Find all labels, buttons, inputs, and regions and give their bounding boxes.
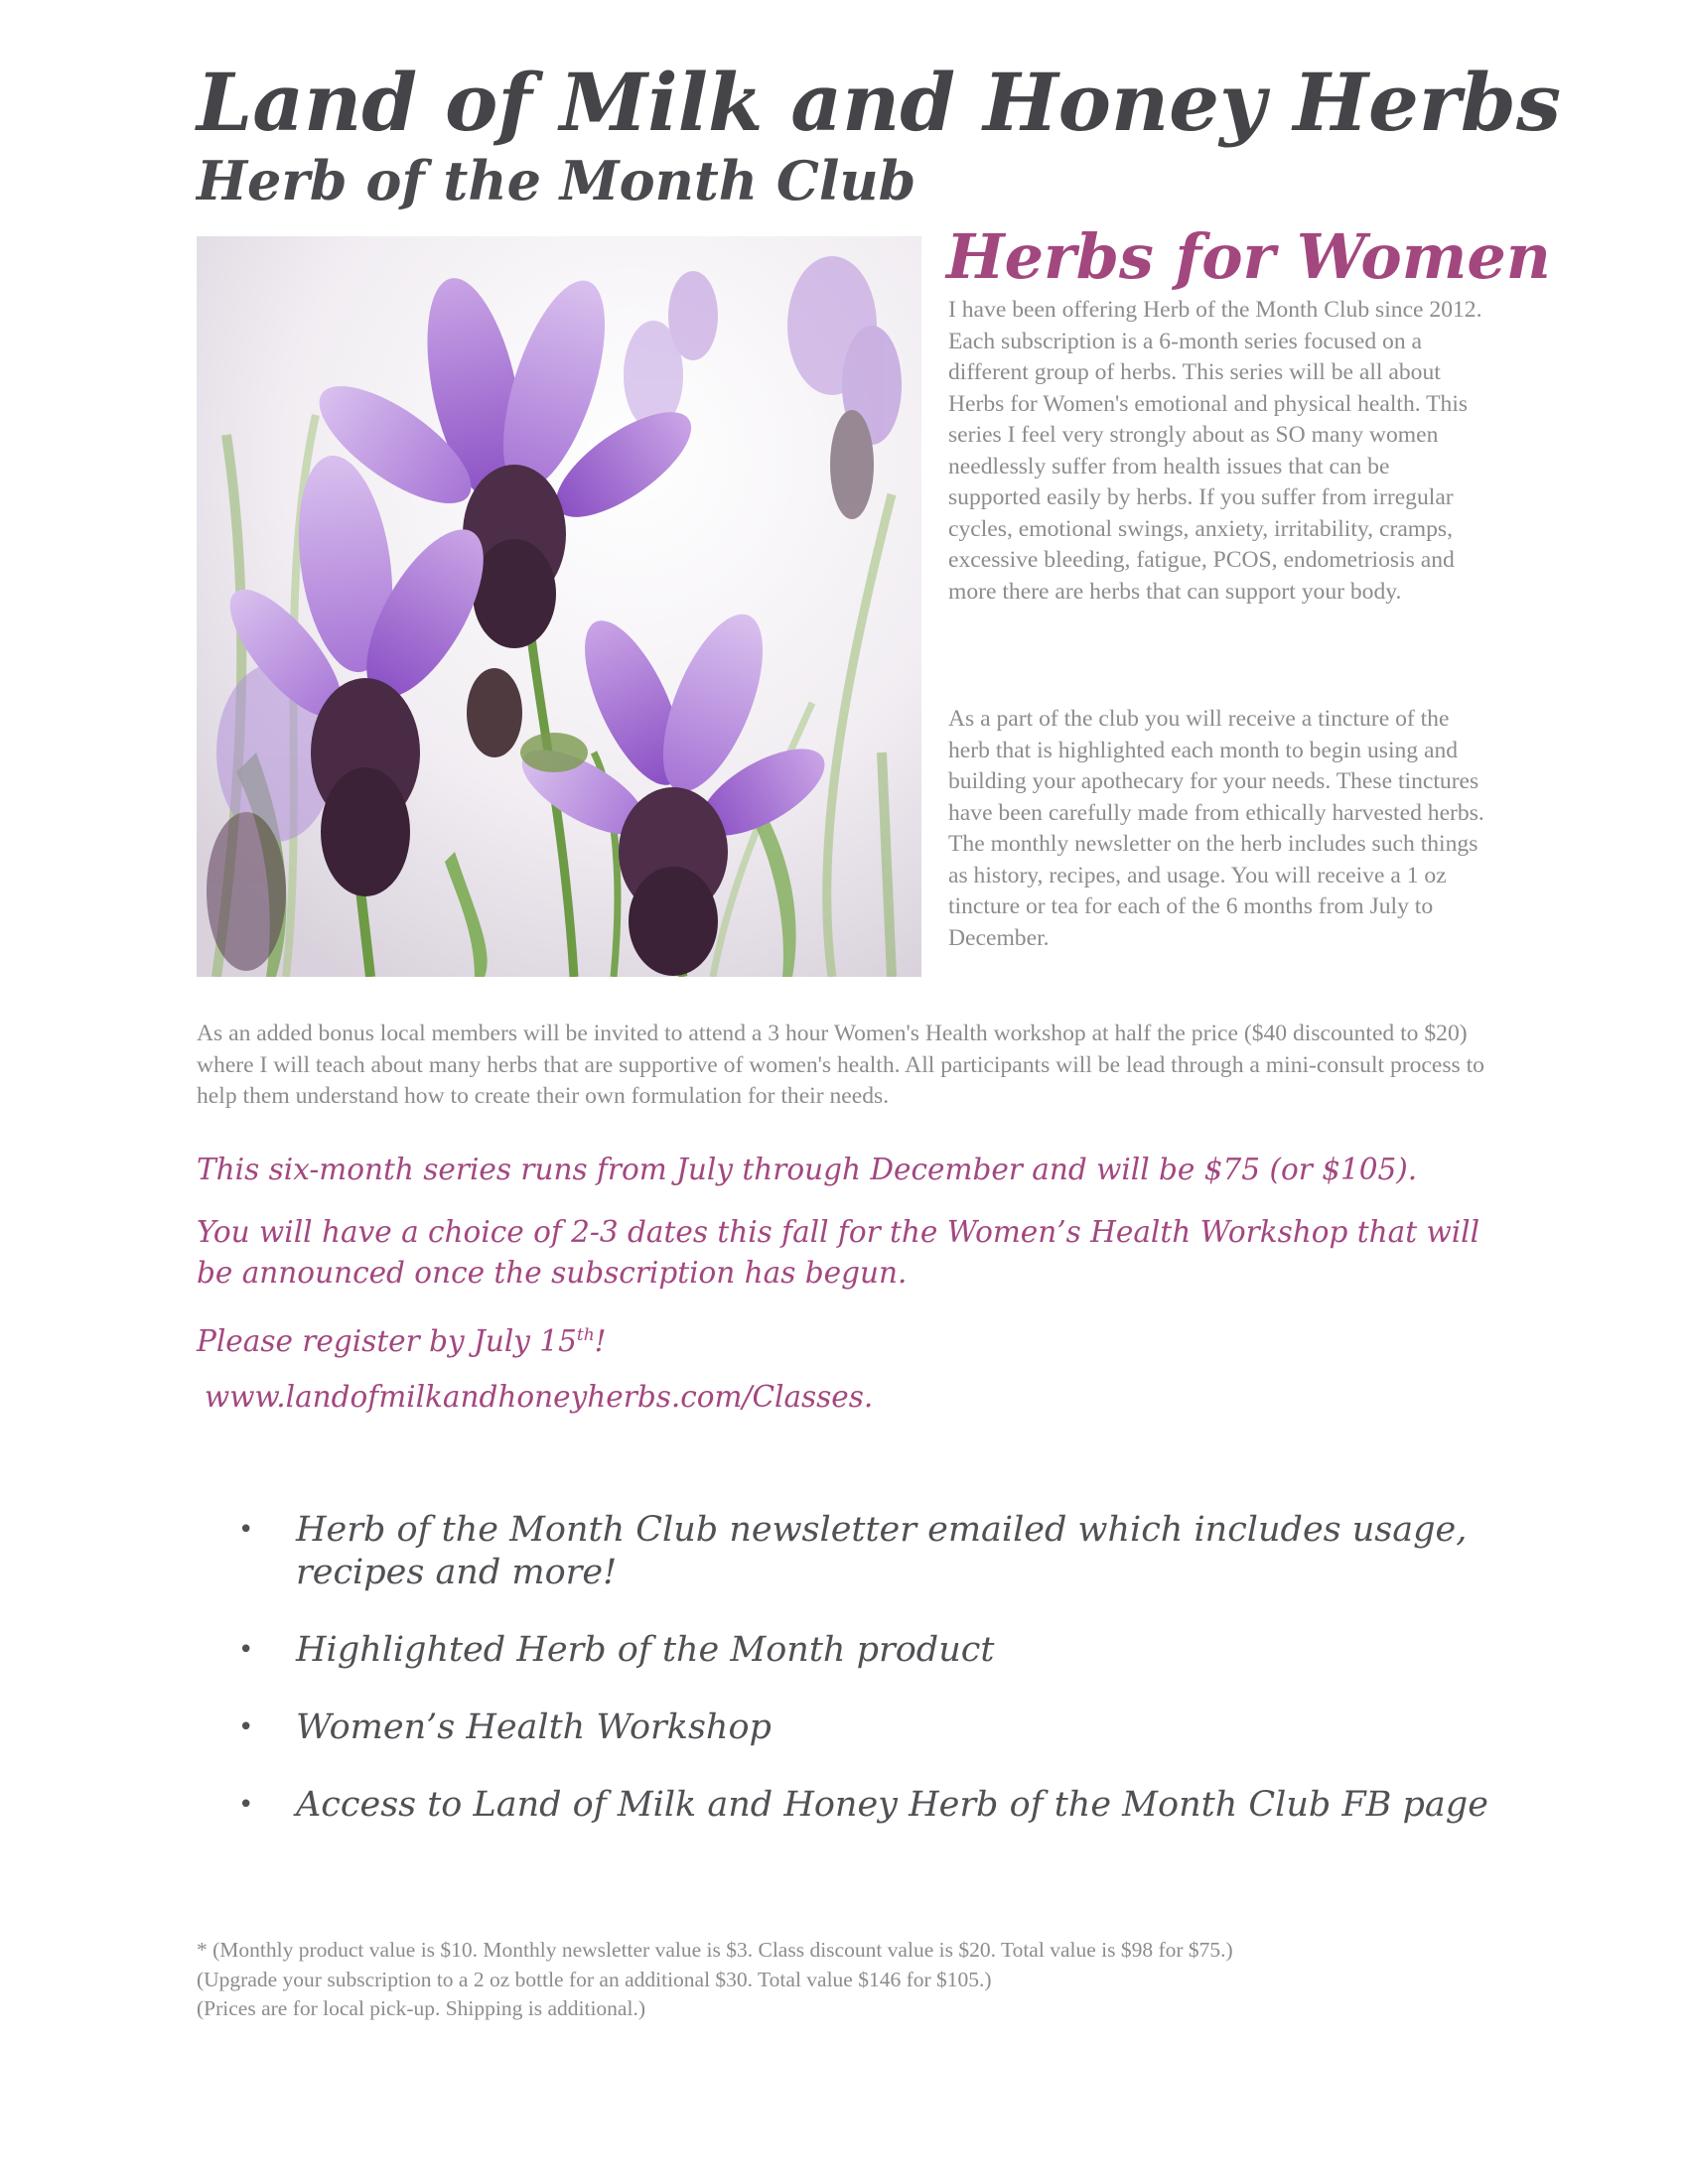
benefit-text: Highlighted Herb of the Month product — [296, 1630, 995, 1670]
benefits-list — [238, 1509, 1499, 1861]
benefit-item — [238, 1629, 1499, 1672]
bullet-icon: • — [238, 1635, 254, 1665]
intro-paragraph: I have been offering Herb of the Month Club since 2012. Each subscription is a 6-month series focused on a different group of herbs. This series will be all about Herbs for Women's emotional and physical health. This series I feel very strongly about as SO many women needlessly suffer from health issues that can be supported easily by herbs. If you suffer from irregular cycles, emotional swings, anxiety, irritability, cramps, excessive bleeding, fatigue, PCOS, endometriosis and more there are herbs that can support your body. — [948, 297, 1482, 605]
benefit-text: Women’s Health Workshop — [296, 1707, 772, 1747]
document-title: Land of Milk and Honey Herbs — [197, 56, 1562, 149]
benefit-item — [238, 1784, 1499, 1827]
benefit-text: Herb of the Month Club newsletter emailed which includes usage, recipes and more! — [296, 1510, 1468, 1592]
benefit-text: Access to Land of Milk and Honey Herb of the Month Club FB page — [296, 1785, 1488, 1825]
benefit-item — [238, 1509, 1499, 1594]
footnote-line: (Prices are for local pick-up. Shipping is additional.) — [197, 1996, 645, 2020]
club-details-paragraph: As a part of the club you will receive a tincture of the herb that is highlighted each month to begin using and building your apothecary for your needs. These tinctures have been carefully made from ethically harvested herbs. The monthly newsletter on the herb includes such things as history, recipes, and usage. You will receive a 1 oz tincture or tea for each of the 6 months from July to December. — [948, 706, 1484, 951]
bullet-icon: • — [238, 1515, 254, 1545]
register-ordinal: th — [576, 1325, 595, 1345]
footnote-line: * (Monthly product value is $10. Monthly newsletter value is $3. Class discount value is $20. Total value is $98 for $75.) — [197, 1938, 1233, 1962]
document-subtitle: Herb of the Month Club — [197, 149, 916, 212]
bullet-icon: • — [238, 1712, 254, 1742]
register-exclamation: ! — [594, 1323, 607, 1358]
classes-url-link[interactable]: www.landofmilkandhoneyherbs.com/Classes. — [205, 1380, 874, 1414]
lavender-illustration — [197, 236, 921, 977]
section-heading: Herbs for Women — [946, 220, 1551, 293]
register-text: Please register by July 15 — [197, 1323, 577, 1358]
register-deadline-line — [197, 1315, 1507, 1362]
footnotes — [197, 1936, 1507, 2024]
bonus-paragraph: As an added bonus local members will be invited to attend a 3 hour Women's Health workshop at half the price ($40 discounted to $20) where I will teach about many herbs that are supportive of women's health. All participants will be lead through a mini-consult process to help them understand how to create their own formulation for their needs. — [197, 1021, 1484, 1109]
workshop-dates-line: You will have a choice of 2-3 dates this fall for the Women’s Health Workshop that will be announced once the subscription has begun. — [197, 1215, 1480, 1290]
bullet-icon: • — [238, 1790, 254, 1820]
series-price-line: This six-month series runs from July through December and will be $75 (or $105). — [197, 1153, 1418, 1186]
benefit-item — [238, 1706, 1499, 1749]
footnote-line: (Upgrade your subscription to a 2 oz bottle for an additional $30. Total value $146 for $105.) — [197, 1967, 992, 1991]
lavender-photo — [197, 236, 921, 977]
